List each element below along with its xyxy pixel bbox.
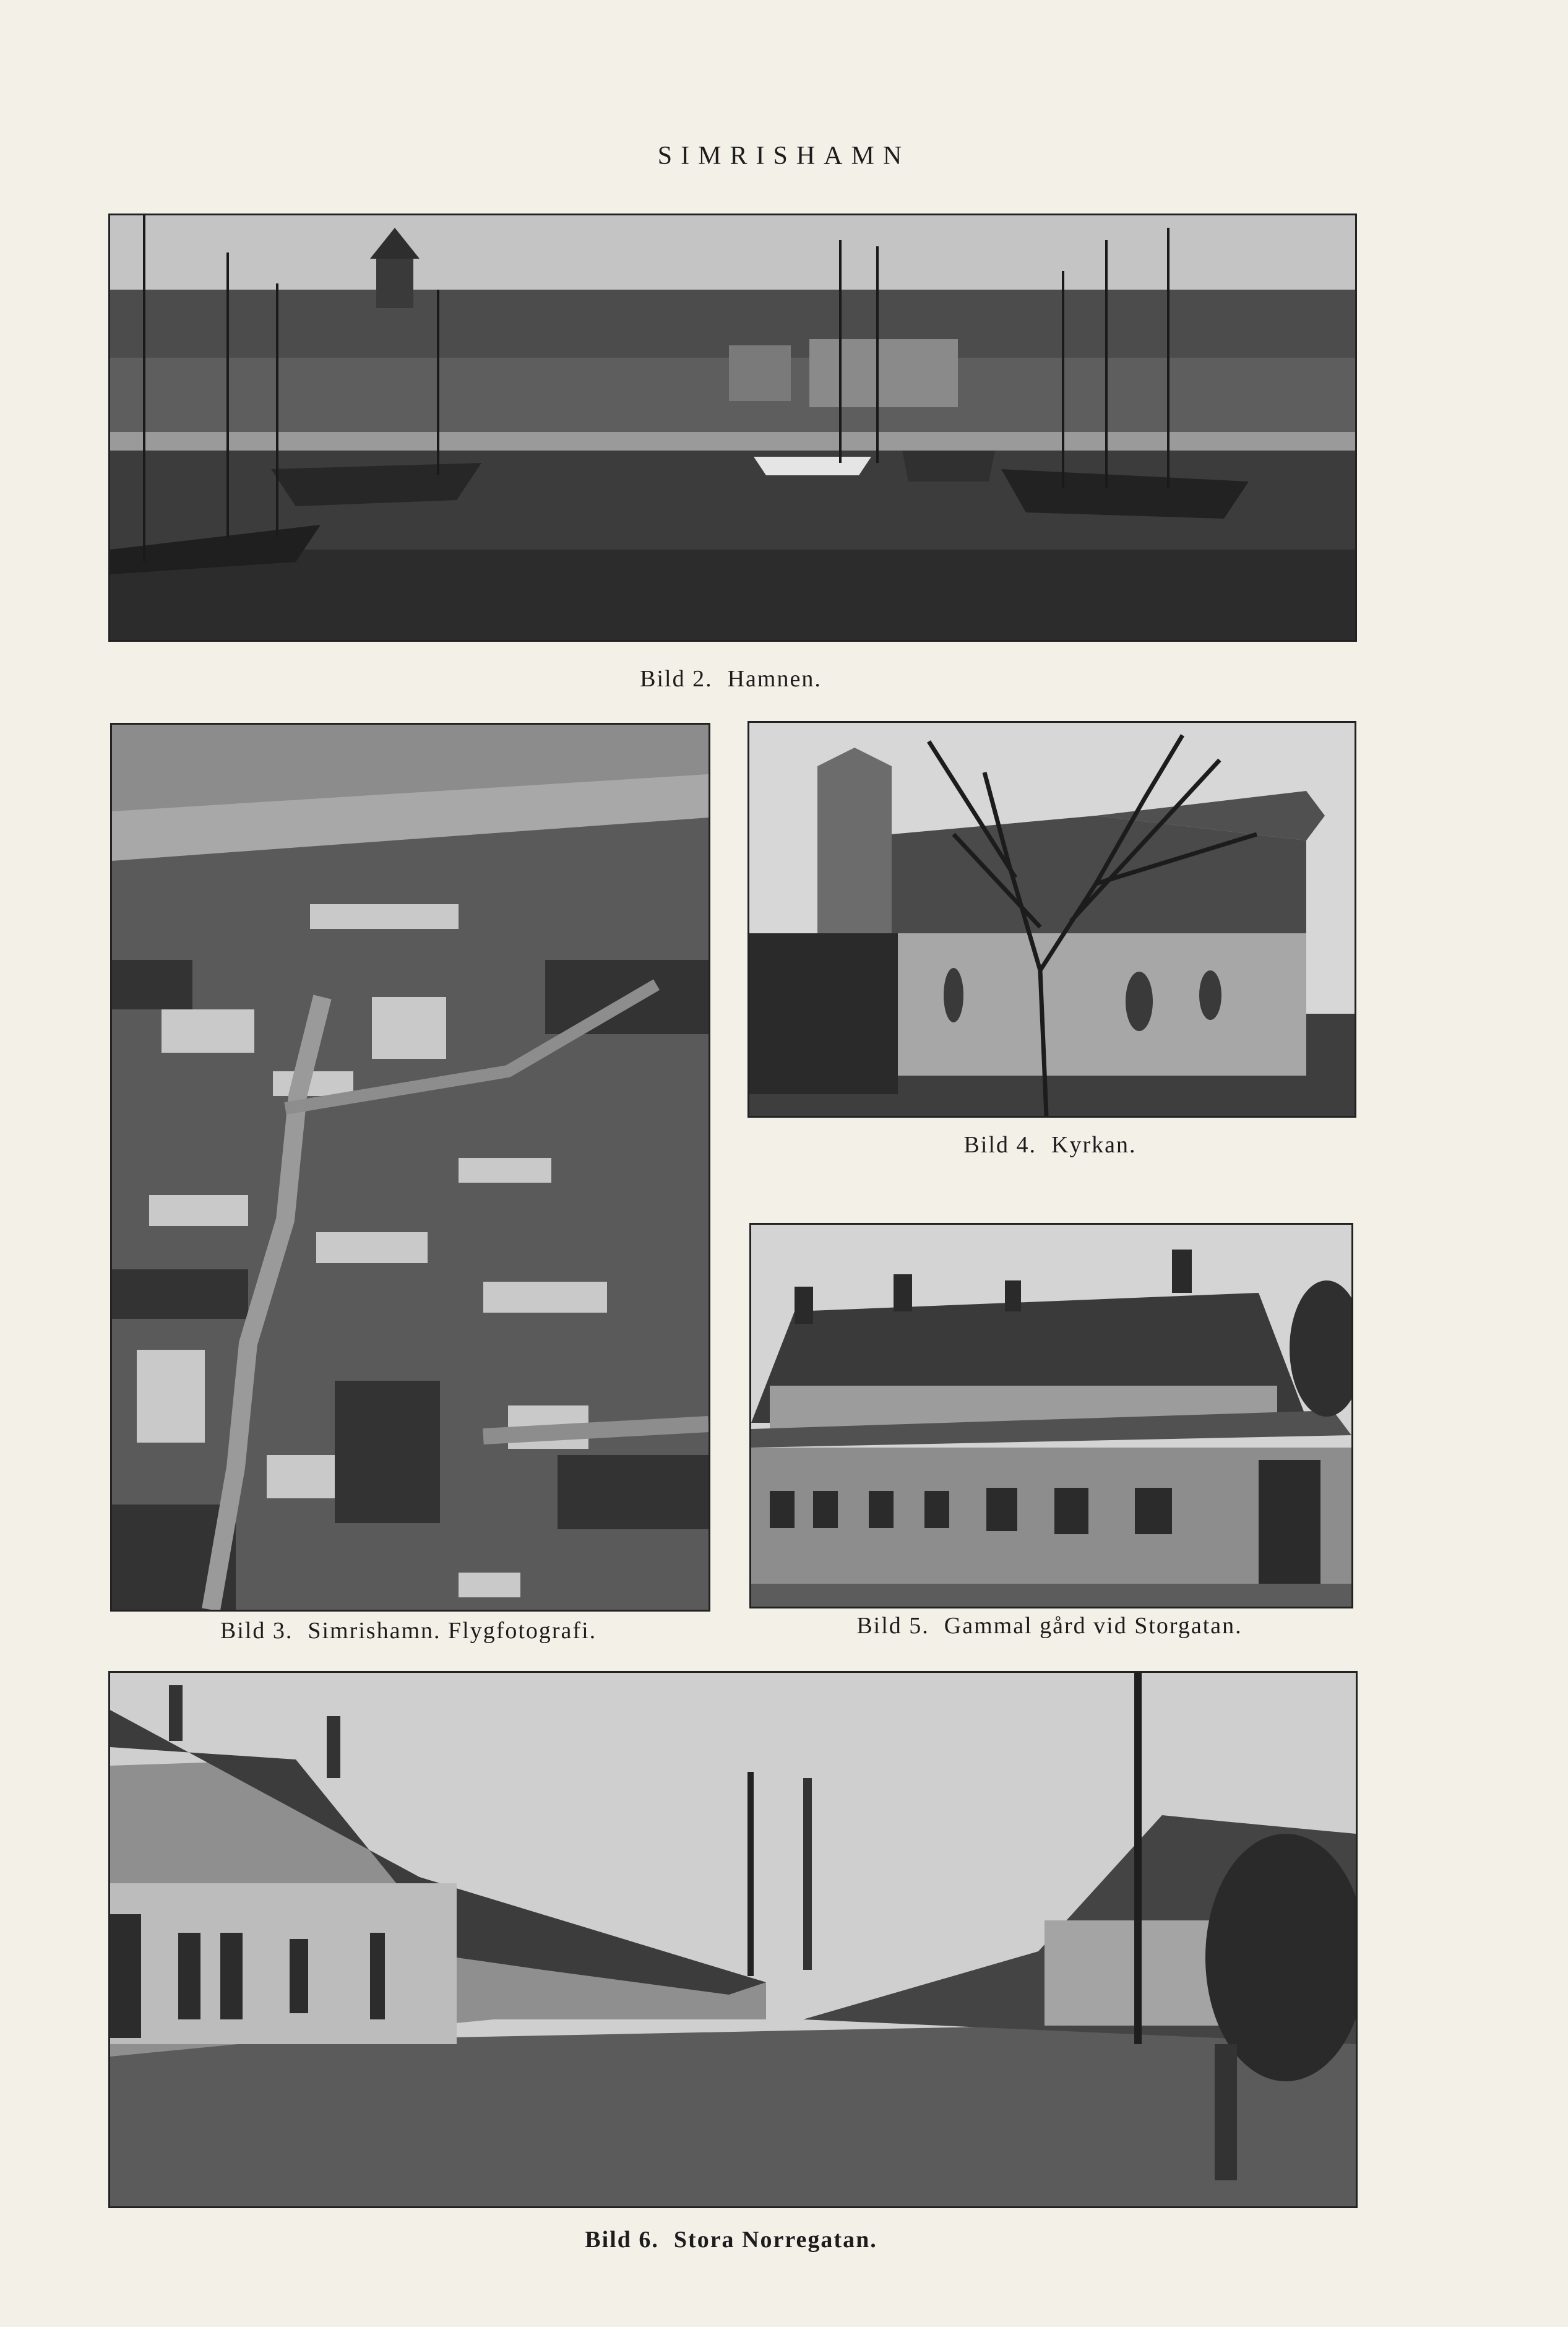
farmhouse-image (751, 1225, 1351, 1607)
photo-street (108, 1671, 1358, 2208)
caption-label: Bild 6. (585, 2227, 659, 2253)
caption-bild-5 (749, 1612, 1350, 1639)
photo-farmhouse (749, 1223, 1353, 1608)
caption-label: Bild 5. (856, 1613, 929, 1639)
caption-bild-6 (108, 2226, 1354, 2253)
caption-title: Stora Norregatan. (673, 2227, 877, 2253)
photo-aerial (110, 723, 710, 1612)
caption-title: Kyrkan. (1051, 1132, 1137, 1158)
caption-title: Hamnen. (727, 666, 822, 692)
aerial-image (112, 725, 709, 1610)
caption-bild-4 (747, 1131, 1353, 1159)
street-image (110, 1673, 1356, 2206)
harbour-image (110, 215, 1355, 640)
caption-label: Bild 4. (963, 1132, 1036, 1158)
caption-title: Gammal gård vid Storgatan. (944, 1613, 1243, 1639)
caption-label: Bild 3. (220, 1618, 293, 1644)
caption-label: Bild 2. (640, 666, 713, 692)
church-image (749, 723, 1355, 1116)
photo-harbour (108, 214, 1357, 642)
caption-title: Simrishamn. Flygfotografi. (308, 1618, 597, 1644)
caption-bild-3 (110, 1617, 707, 1644)
caption-bild-2 (108, 665, 1353, 693)
photo-church (747, 721, 1356, 1118)
running-title: SIMRISHAMN (657, 142, 911, 170)
